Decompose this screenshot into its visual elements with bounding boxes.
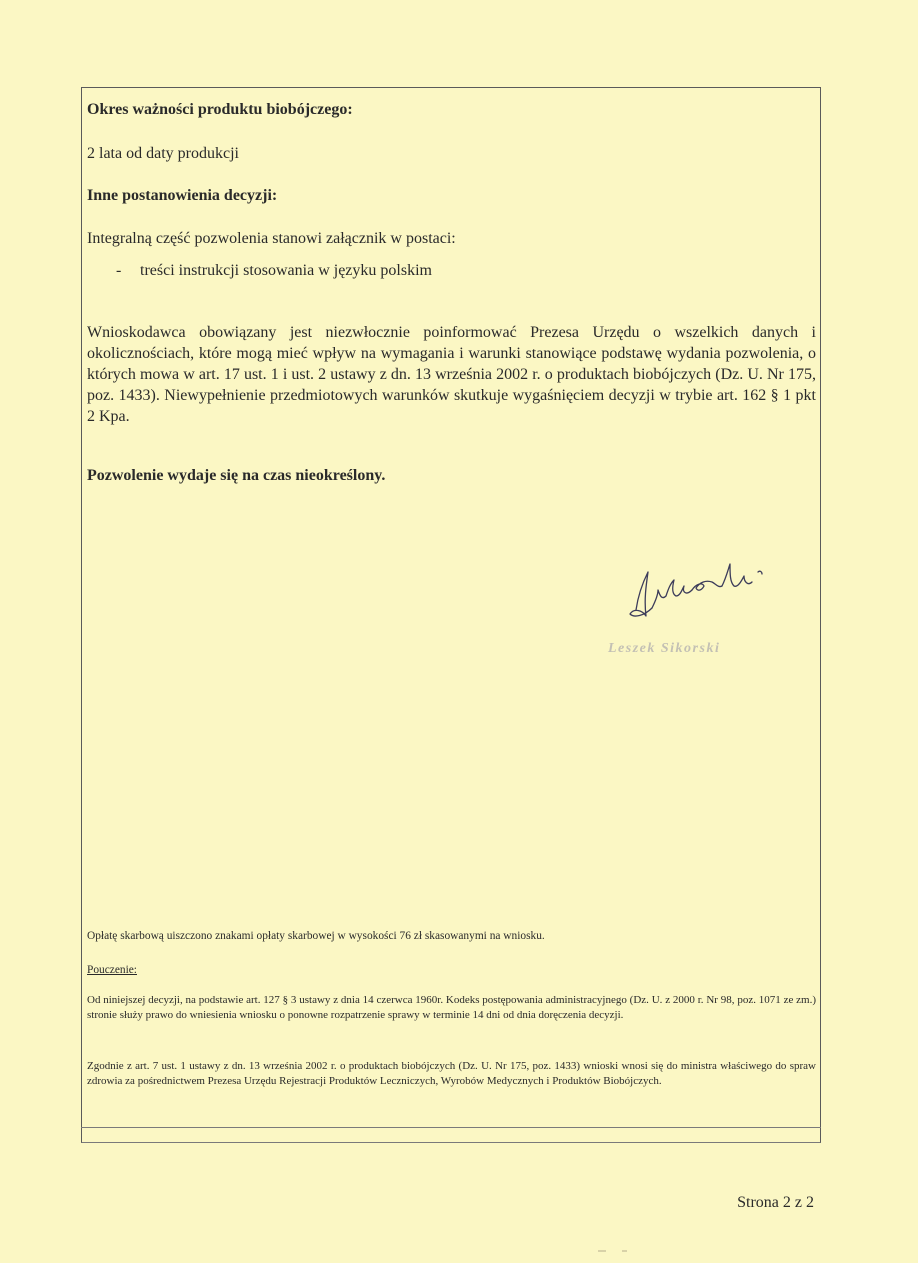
other-provisions-heading: Inne postanowienia decyzji: [87,187,278,204]
attachment-item: treści instrukcji stosowania w języku polskim [140,262,432,279]
signature-stroke-1 [630,572,652,616]
permit-statement: Pozwolenie wydaje się na czas nieokreślony. [87,467,386,484]
fee-note: Opłatę skarbową uiszczono znakami opłaty skarbowej w wysokości 76 zł skasowanymi na wniosku. [87,930,545,942]
bullet-marker: - [116,262,122,279]
frame-divider [81,1127,821,1128]
validity-value: 2 lata od daty produkcji [87,145,239,162]
instruction-paragraph-1: Od niniejszej decyzji, na podstawie art. 127 § 3 ustawy z dnia 14 czerwca 1960r. Kodeks postępowania administracyjnego (Dz. U. z 2000 r. Nr 98, poz. 1071 ze zm.) stronie służy prawo do wniesienia wniosku o ponowne rozpatrzenie sprawy w terminie 14 dni od dnia doręczenia decyzji. [87,994,816,1021]
signature-stroke-3 [692,581,722,590]
stamp-name: Leszek Sikorski [608,641,721,656]
scan-speck [598,1250,606,1252]
page-number: Strona 2 z 2 [737,1194,814,1211]
scan-speck [622,1250,627,1252]
validity-heading: Okres ważności produktu biobójczego: [87,101,353,118]
signature-stroke-2 [652,580,692,608]
obligation-paragraph: Wnioskodawca obowiązany jest niezwłocznie poinformować Prezesa Urzędu o wszelkich danych i okolicznościach, które mogą mieć wpływ na wymagania i warunki stanowiące podstawę wydania pozwolenia, o których mowa w art. 17 ust. 1 i ust. 2 ustawy z dn. 13 września 2002 r. o produktach biobójczych (Dz. U. Nr 175, poz. 1433). Niewypełnienie przedmiotowych warunków skutkuje wygaśnięciem decyzji w trybie art. 162 § 1 pkt 2 Kpa. [87,324,816,425]
attachment-intro: Integralną część pozwolenia stanowi załącznik w postaci: [87,230,456,247]
instruction-paragraph-2: Zgodnie z art. 7 ust. 1 ustawy z dn. 13 września 2002 r. o produktach biobójczych (Dz. U. Nr 175, poz. 1433) wnioski wnosi się do ministra właściwego do spraw zdrowia za pośrednictwem Prezesa Urzędu Rejestracji Produktów Leczniczych, Wyrobów Medycznych i Produktów Biobójczych. [87,1060,816,1087]
signature-stroke-4 [722,564,752,586]
signature-image [622,560,802,630]
signature-stroke-5 [758,571,762,574]
instruction-label: Pouczenie: [87,964,137,976]
